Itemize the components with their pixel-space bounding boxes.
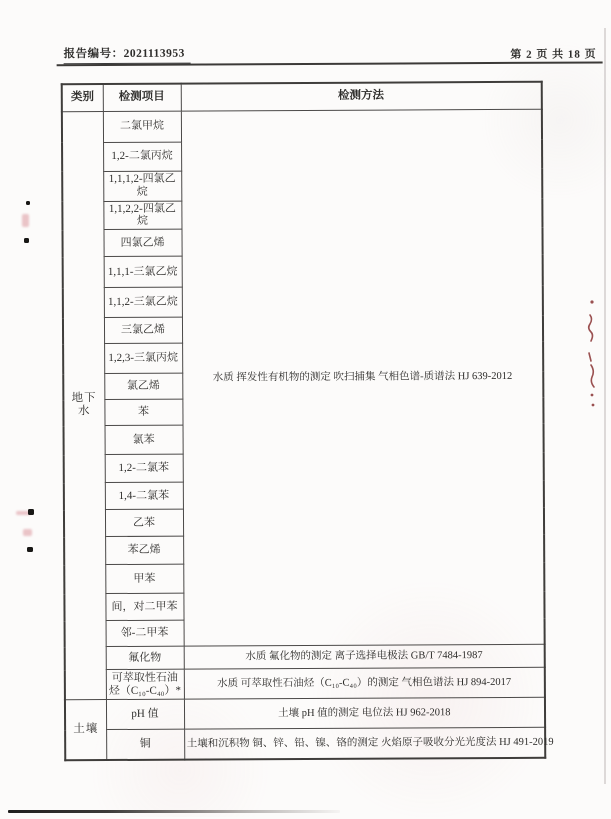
test-methods-table	[61, 81, 554, 761]
scan-artifact-dot	[27, 547, 33, 552]
report-number-label: 报告编号：	[63, 47, 124, 61]
table-row	[65, 668, 545, 701]
item-cell: 四氯乙烯	[103, 230, 181, 257]
item-cell: 1,1,2-三氯乙烷	[104, 288, 182, 318]
table-row	[62, 109, 542, 143]
item-cell: 苯	[104, 400, 182, 426]
item-cell: pH 值	[106, 700, 184, 730]
report-number-value: 2021113953	[123, 47, 185, 60]
item-cell: 1,1,1-三氯乙烷	[104, 257, 182, 288]
scan-artifact-dot	[26, 201, 30, 205]
scan-page-edge-shadow	[604, 28, 606, 784]
red-ink-marks	[584, 295, 602, 415]
item-cell: 1,1,1,2-四氯乙烷	[103, 171, 181, 201]
table-row	[65, 728, 545, 761]
item-cell: 铜	[106, 730, 184, 760]
item-cell: 苯乙烯	[105, 537, 183, 565]
item-cell: 乙苯	[105, 510, 183, 537]
scan-artifact-dot	[24, 238, 29, 243]
column-header-category: 类别	[62, 84, 103, 111]
page-indicator: 第 2 页 共 18 页	[510, 48, 597, 61]
method-cell-fluoride: 水质 氟化物的测定 离子选择电极法 GB/T 7484-1987	[184, 645, 545, 670]
item-cell: 1,2-二氯丙烷	[103, 142, 181, 171]
item-cell: 甲苯	[105, 565, 183, 594]
item-cell: 可萃取性石油烃（C₁₀-C₄₀）*	[106, 670, 184, 700]
item-cell: 氯乙烯	[104, 374, 182, 400]
item-cell: 邻-二甲苯	[106, 621, 184, 647]
table-row	[65, 698, 545, 731]
item-cell: 1,2,3-三氯丙烷	[104, 344, 182, 374]
item-cell: 间，对二甲苯	[105, 594, 183, 621]
method-cell-petroleum: 水质 可萃取性石油烃（C₁₀-C₄₀）的测定 气相色谱法 HJ 894-2017	[184, 668, 545, 700]
category-cell-groundwater: 地下水	[62, 111, 106, 700]
item-cell: 1,4-二氯苯	[105, 483, 183, 510]
scan-bottom-edge-line	[8, 810, 340, 813]
method-cell-voc: 水质 挥发性有机物的测定 吹扫捕集 气相色谱-质谱法 HJ 639-2012	[181, 109, 545, 647]
table-header-row	[62, 82, 542, 112]
item-cell: 氯苯	[105, 426, 183, 455]
scan-artifact-pink-smudge	[22, 214, 29, 227]
method-cell-copper: 土壤和沉积物 铜、锌、铅、镍、铬的测定 火焰原子吸收分光光度法 HJ 491-2019	[184, 728, 545, 760]
method-cell-ph: 土壤 pH 值的测定 电位法 HJ 962-2018	[184, 698, 545, 730]
scan-artifact-pink-smudge	[23, 529, 32, 536]
item-cell: 氟化物	[106, 647, 184, 670]
table-row	[65, 645, 545, 671]
item-cell: 三氯乙烯	[104, 318, 182, 344]
category-cell-soil: 土壤	[65, 700, 106, 760]
column-header-method: 检测方法	[181, 82, 542, 111]
scan-artifact-dot	[28, 509, 34, 515]
item-cell: 1,1,2,2-四氯乙烷	[103, 201, 181, 230]
report-number	[64, 45, 191, 65]
item-cell: 二氯甲烷	[103, 111, 181, 142]
column-header-item: 检测项目	[103, 84, 181, 111]
item-cell: 1,2-二氯苯	[105, 455, 183, 483]
